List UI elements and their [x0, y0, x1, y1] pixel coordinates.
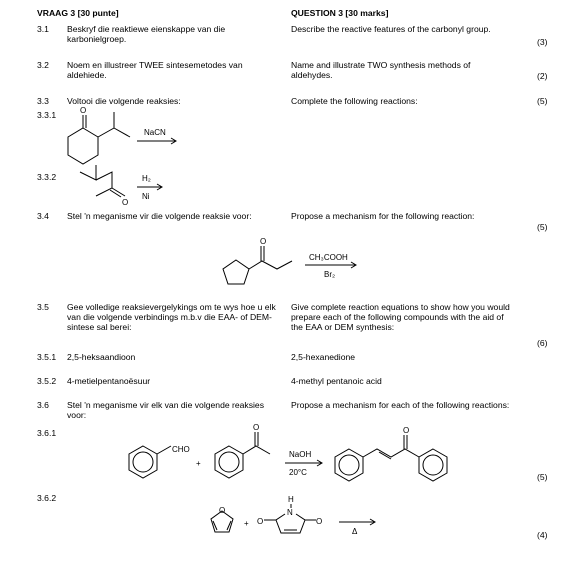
- af-question-title: VRAAG 3 [30 punte]: [37, 8, 119, 18]
- oxygen-label: O: [80, 106, 87, 115]
- en-question-text: Describe the reactive features of the carbonyl group.: [291, 24, 491, 34]
- item-number: 3.4: [37, 211, 49, 221]
- reagent-label: H₂: [142, 174, 151, 183]
- marks: (5): [537, 96, 548, 106]
- af-question-text: Stel 'n meganisme vir die volgende reaksie voor:: [67, 211, 252, 221]
- af-question-text: 2,5-heksaandioon: [67, 352, 136, 362]
- oxygen-label: O: [253, 423, 260, 432]
- reagent-label: NaCN: [144, 128, 166, 137]
- en-question-text: Give complete reaction equations to show how you would prepare each of the following compounds with the aid of the EAA or DEM synthesis:: [291, 302, 510, 332]
- ketone-structure-34: [223, 237, 356, 284]
- plus-sign: +: [244, 519, 249, 528]
- oxygen-label: O: [316, 517, 323, 526]
- af-question-text: 4-metielpentanoësuur: [67, 376, 151, 386]
- marks: (3): [537, 37, 548, 47]
- en-question-text: Propose a mechanism for the following reaction:: [291, 211, 475, 221]
- af-question-text: Voltooi die volgende reaksies:: [67, 96, 181, 106]
- marks: (2): [537, 71, 548, 81]
- af-question-text: Gee volledige reaksievergelykings om te wys hoe u elk van die volgende verbindings m.b.v die EAA- of DEM-sintese sal berei:: [67, 302, 276, 332]
- marks: (4): [537, 530, 548, 540]
- item-number: 3.5: [37, 302, 49, 312]
- oxygen-label: O: [219, 506, 226, 515]
- item-number: 3.1: [37, 24, 49, 34]
- n-label: N: [287, 508, 293, 517]
- en-question-text: 2,5-hexanedione: [291, 352, 356, 362]
- reagent-label: Br₂: [324, 270, 336, 279]
- marks: (5): [537, 222, 548, 232]
- cyclohexane-ring: [68, 128, 98, 164]
- item-number: 3.5.2: [37, 376, 57, 386]
- heat-label: Δ: [352, 527, 358, 536]
- cho-label: CHO: [172, 445, 190, 454]
- af-question-text: Beskryf die reaktiewe eienskappe van die karbonielgroep.: [67, 24, 226, 44]
- diels-alder-scheme-362: [211, 495, 375, 536]
- en-question-text: Propose a mechanism for each of the following reactions:: [291, 400, 510, 410]
- item-number: 3.6: [37, 400, 49, 410]
- marks: (6): [537, 338, 548, 348]
- en-question-text: 4-methyl pentanoic acid: [291, 376, 382, 386]
- en-question-title: QUESTION 3 [30 marks]: [291, 8, 389, 18]
- oxygen-label: O: [403, 426, 410, 435]
- plus-sign: +: [196, 459, 201, 468]
- marks: (5): [537, 472, 548, 482]
- af-question-text: Noem en illustreer TWEE sintesemetodes van aldehiede.: [67, 60, 243, 80]
- nh-label: H: [288, 495, 294, 504]
- af-question-text: Stel 'n meganisme vir elk van die volgende reaksies voor:: [67, 400, 265, 420]
- item-number: 3.5.1: [37, 352, 57, 362]
- item-number: 3.3.1: [37, 110, 57, 120]
- item-number: 3.3.2: [37, 172, 57, 182]
- reagent-label: CH₃COOH: [309, 253, 348, 262]
- reagent-label: NaOH: [289, 450, 312, 459]
- cyclopentane-ring: [223, 260, 249, 284]
- ketone-structure-331: [68, 106, 176, 164]
- item-number: 3.3: [37, 96, 49, 106]
- oxygen-label: O: [260, 237, 267, 246]
- item-number: 3.2: [37, 60, 49, 70]
- reagent-label: 20°C: [289, 468, 307, 477]
- item-number: 3.6.1: [37, 428, 57, 438]
- en-question-text: Complete the following reactions:: [291, 96, 418, 106]
- en-question-text: Name and illustrate TWO synthesis methods of aldehydes.: [291, 60, 471, 80]
- aldol-scheme-361: [129, 423, 447, 481]
- item-number: 3.6.2: [37, 493, 57, 503]
- oxygen-label: O: [257, 517, 264, 526]
- ketone-structure-332: [80, 165, 162, 207]
- oxygen-label: O: [122, 198, 129, 207]
- reagent-label: Ni: [142, 192, 150, 201]
